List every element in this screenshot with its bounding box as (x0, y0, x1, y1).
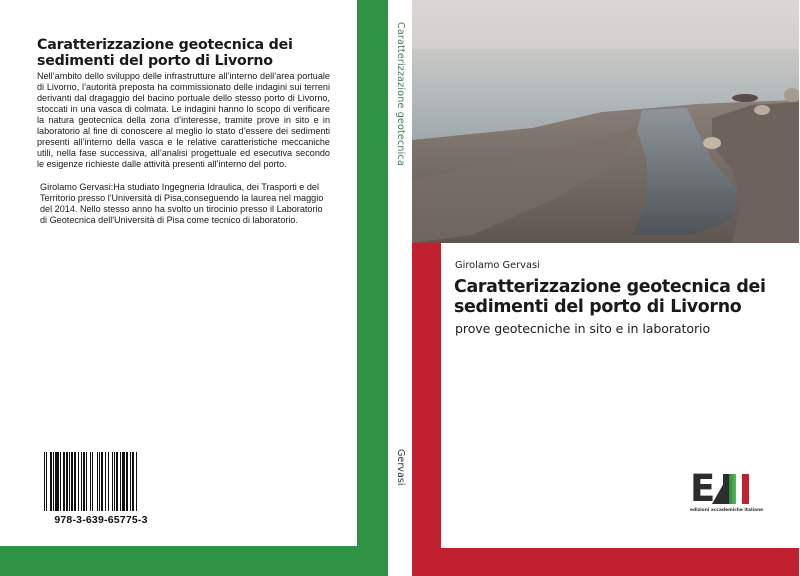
publisher-logo (690, 467, 764, 519)
red-border-bottom (412, 548, 799, 576)
publisher-tagline: edizioni accademiche italiane (690, 508, 764, 513)
barcode (44, 452, 154, 526)
author-bio: Girolamo Gervasi:Ha studiato Ingegneria Idraulica, dei Trasporti e del Territorio presso l'Università di Pisa,conseguendo la laurea nel maggio del 2014. Nello stesso anno ha svolto un tirocinio presso il Laboratorio di Geotecnica dell'Università di Pisa come tecnico di laboratorio. (40, 182, 324, 226)
cover-photo (412, 0, 799, 243)
red-border-left (412, 243, 441, 576)
spine-author: Gervasi (395, 449, 406, 486)
front-cover-title: Caratterizzazione geotecnica dei sedimenti del porto di Livorno (454, 277, 766, 317)
beach-photo-illustration (412, 0, 799, 243)
barcode-bars (44, 452, 154, 511)
back-cover-title: Caratterizzazione geotecnica dei sedimenti del porto di Livorno (37, 37, 293, 69)
front-cover-author: Girolamo Gervasi (455, 260, 540, 271)
spine-title: Caratterizzazione geotecnica (395, 22, 406, 166)
eai-logo-mark (690, 467, 760, 510)
green-border-right (357, 0, 388, 576)
logo-letter-e: E (690, 467, 714, 510)
isbn-number: 978-3-639-65775-3 (54, 514, 148, 526)
front-cover-subtitle: prove geotecniche in sito e in laboratorio (455, 321, 711, 336)
green-border-bottom (0, 546, 388, 576)
logo-red-bar (742, 474, 749, 504)
back-cover (0, 0, 388, 576)
back-cover-blurb: Nell’ambito dello sviluppo delle infrastrutture all’interno dell’area portuale di Livorno, l’autorità preposta ha commissionato delle indagini sui terreni derivanti dal dragaggio del bacino portuale dello stesso porto di Livorno, stoccati in una vasca di colmata. Le indagini hanno lo scopo di verificare la natura geotecnica della zona d’interesse, tramite prove in sito e in laboratorio al fine di conoscere al meglio lo stato d’essere dei sedimenti presenti all’interno della vasca e le relative caratteristiche meccaniche utili, nella fase successiva, all’analisi progettuale ed esecutiva secondo le esigenze richieste dalle attività presenti all’interno del porto. (37, 71, 330, 170)
logo-green-bar (729, 474, 736, 504)
